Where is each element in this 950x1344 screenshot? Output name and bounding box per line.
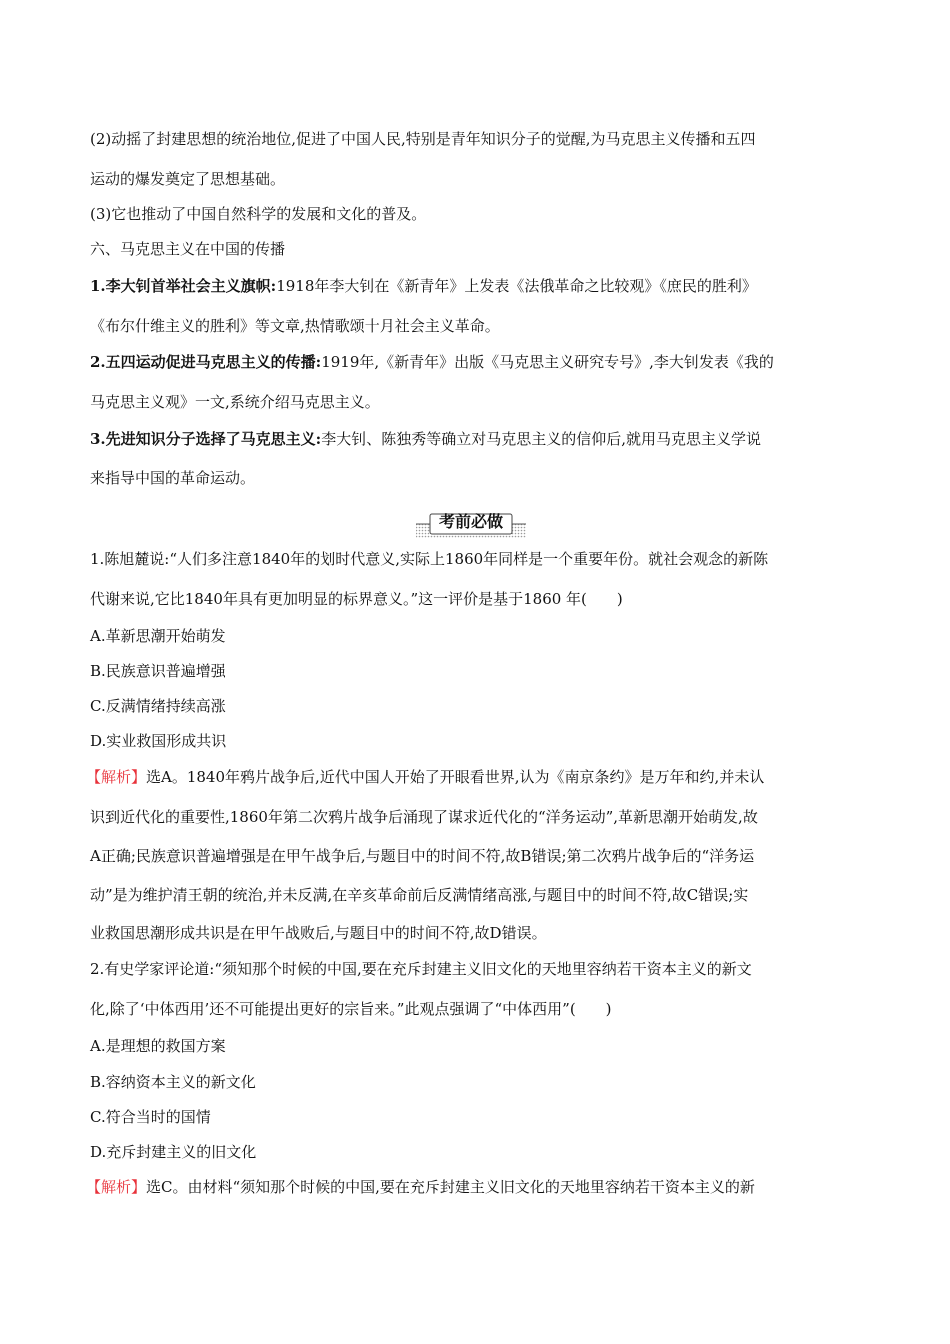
analysis-label: 【解析】 [86,768,147,786]
analysis-text: 选C。由材料“须知那个时候的中国,要在充斥封建主义旧文化的天地里容纳若干资本主义的新 [146,1178,755,1196]
text-line: 识到近代化的重要性,1860年第二次鸦片战争后涌现了谋求近代化的“洋务运动”,革新思潮开始萌发,故 [90,808,758,826]
question-1-stem: 1.陈旭麓说:“人们多注意1840年的划时代意义,实际上1860年同样是一个重要年份。就社会观念的新陈 [90,550,769,568]
text-line: 业救国思潮形成共识是在甲午战败后,与题目中的时间不符,故D错误。 [90,924,547,942]
analysis-text: 选A。1840年鸦片战争后,近代中国人开始了开眼看世界,认为《南京条约》是万年和约,并未认 [146,768,765,786]
paragraph-2-heading: 2.五四运动促进马克思主义的传播: [90,353,322,371]
question-2-analysis [86,1176,755,1198]
section-banner [412,508,530,540]
question-1-stem: 代谢来说,它比1840年具有更加明显的标界意义。”这一评价是基于1860 年( ) [90,590,623,608]
paragraph-2 [90,351,774,373]
question-1-analysis [86,766,764,788]
question-2-stem: 化,除了‘中体西用’还不可能提出更好的宗旨来。”此观点强调了“中体西用”( ) [90,1000,612,1018]
question-1-option-c: C.反满情绪持续高涨 [90,697,226,715]
text-line: 来指导中国的革命运动。 [90,469,256,487]
paragraph-1-heading: 1.李大钊首举社会主义旗帜: [90,277,277,295]
text-line: 《布尔什维主义的胜利》等文章,热情歌颂十月社会主义革命。 [90,317,500,335]
text-line: (3)它也推动了中国自然科学的发展和文化的普及。 [90,205,427,223]
analysis-label: 【解析】 [86,1178,147,1196]
question-1-option-b: B.民族意识普遍增强 [90,662,226,680]
question-2-option-b: B.容纳资本主义的新文化 [90,1073,256,1091]
paragraph-2-text: 1919年,《新青年》出版《马克思主义研究专号》,李大钊发表《我的 [321,353,774,371]
text-line: 运动的爆发奠定了思想基础。 [90,170,286,188]
question-2-option-a: A.是理想的救国方案 [90,1037,226,1055]
text-line: (2)动摇了封建思想的统治地位,促进了中国人民,特别是青年知识分子的觉醒,为马克思主义传播和五四 [90,130,756,148]
paragraph-1 [90,275,757,297]
text-line: 马克思主义观》一文,系统介绍马克思主义。 [90,393,380,411]
question-1-option-d: D.实业救国形成共识 [90,732,227,750]
text-line: 动”是为维护清王朝的统治,并未反满,在辛亥革命前后反满情绪高涨,与题目中的时间不符,故C错误;实 [90,886,749,904]
question-2-option-c: C.符合当时的国情 [90,1108,211,1126]
text-line: A正确;民族意识普遍增强是在甲午战争后,与题目中的时间不符,故B错误;第二次鸦片战争后的“洋务运 [90,847,755,865]
paragraph-3 [90,428,761,450]
paragraph-3-text: 李大钊、陈独秀等确立对马克思主义的信仰后,就用马克思主义学说 [321,430,761,448]
section-heading: 六、马克思主义在中国的传播 [90,240,286,258]
question-2-option-d: D.充斥封建主义的旧文化 [90,1143,257,1161]
banner-label: 考前必做 [438,512,503,531]
paragraph-1-text: 1918年李大钊在《新青年》上发表《法俄革命之比较观》《庶民的胜利》 [276,277,757,295]
paragraph-3-heading: 3.先进知识分子选择了马克思主义: [90,430,322,448]
question-1-option-a: A.革新思潮开始萌发 [90,627,226,645]
question-2-stem: 2.有史学家评论道:“须知那个时候的中国,要在充斥封建主义旧文化的天地里容纳若干资本主义的新文 [90,960,752,978]
